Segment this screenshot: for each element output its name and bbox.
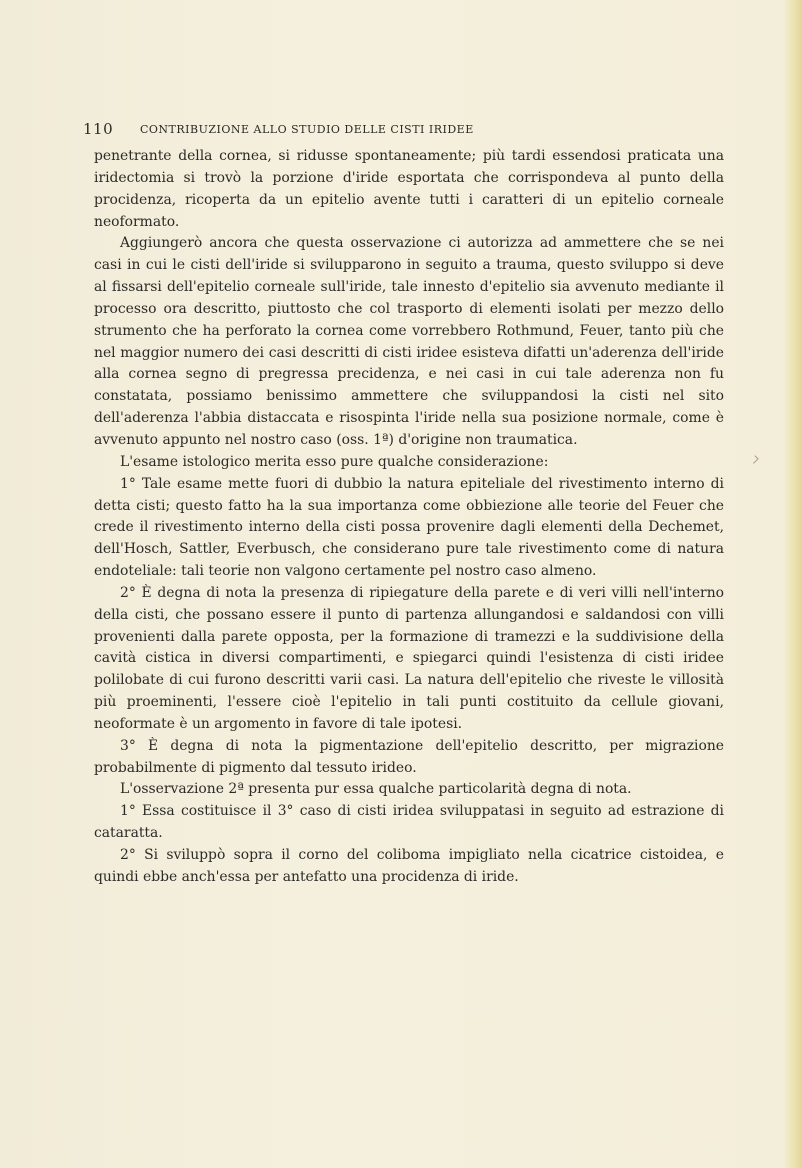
page-number: 110 <box>83 120 114 138</box>
paragraph-8: 1° Essa costituisce il 3° caso di cisti iridea sviluppatasi in seguito ad estrazione di cataratta. <box>94 803 724 842</box>
paragraph-5: 2° È degna di nota la presenza di ripiegature della parete e di veri villi nell'interno della cisti, che possano essere il punto di partenza allungandosi e saldandosi con villi provenienti dalla parete opposta, per la formazione di tramezzi e la suddivisione della cavità cistica in diversi compartimenti, e spiegarci quindi l'esistenza di cisti iridee polilobate di cui furono descritti varii casi. La natura dell'epitelio che riveste le villosità più proeminenti, l'essere cioè l'epitelio in tali punti costituito da cellule giovani, neoformate è un argomento in favore di tale ipotesi. <box>94 584 724 732</box>
paragraph-4: 1° Tale esame mette fuori di dubbio la natura epiteliale del rivestimento interno di detta cisti; questo fatto ha la sua importanza come obbiezione alle teorie del Feuer che crede il rivestimento interno della cisti possa provenire dagli elementi della Dechemet, dell'Hosch, Sattler, Everbusch, che considerano pure tale rivestimento come di natura endoteliale: tali teorie non valgono certamente pel nostro caso almeno. <box>94 475 724 580</box>
paragraph-1: penetrante della cornea, si ridusse spontaneamente; più tardi essendosi praticata una iridectomia si trovò la porzione d'iride esportata che corrispondeva al punto della procidenza, ricoperta da un epitelio avente tutti i caratteri di un epitelio corneale neoformato. <box>94 148 724 230</box>
paragraph-7: L'osservazione 2ª presenta pur essa qualche particolarità degna di nota. <box>120 781 632 798</box>
page-edge-shadow <box>783 0 801 1168</box>
page-header <box>83 120 723 142</box>
paragraph-6: 3° È degna di nota la pigmentazione dell'epitelio descritto, per migrazione probabilmente di pigmento dal tessuto irideo. <box>94 737 724 776</box>
margin-chevron-icon <box>750 455 758 463</box>
running-title: CONTRIBUZIONE ALLO STUDIO DELLE CISTI IRIDEE <box>140 123 474 136</box>
paragraph-3: L'esame istologico merita esso pure qualche considerazione: <box>120 453 549 470</box>
paragraph-9: 2° Si sviluppò sopra il corno del coliboma impigliato nella cicatrice cistoidea, e quindi ebbe anch'essa per antefatto una procidenza di iride. <box>94 847 724 885</box>
paragraph-2: Aggiungerò ancora che questa osservazione ci autorizza ad ammettere che se nei casi in cui le cisti dell'iride si svilupparono in seguito a trauma, questo sviluppo si deve al fissarsi dell'epitelio corneale sull'iride, tale innesto d'epitelio sia avvenuto mediante il processo ora descritto, piuttosto che col trasporto di elementi isolati per mezzo dello strumento che ha perforato la cornea come vorrebbero Rothmund, Feuer, tanto più che nel maggior numero dei casi descritti di cisti iridee esisteva difatti un'aderenza dell'iride alla cornea segno di pregressa precidenza, e nei casi in cui tale aderenza non fu constatata, possiamo benissimo ammettere che sviluppandosi la cisti nel sito dell'aderenza l'abbia distaccata e risospinta l'iride nella sua posizione normale, come è avvenuto appunto nel nostro caso (oss. 1ª) d'origine non traumatica. <box>94 235 724 448</box>
body-text <box>94 146 724 889</box>
